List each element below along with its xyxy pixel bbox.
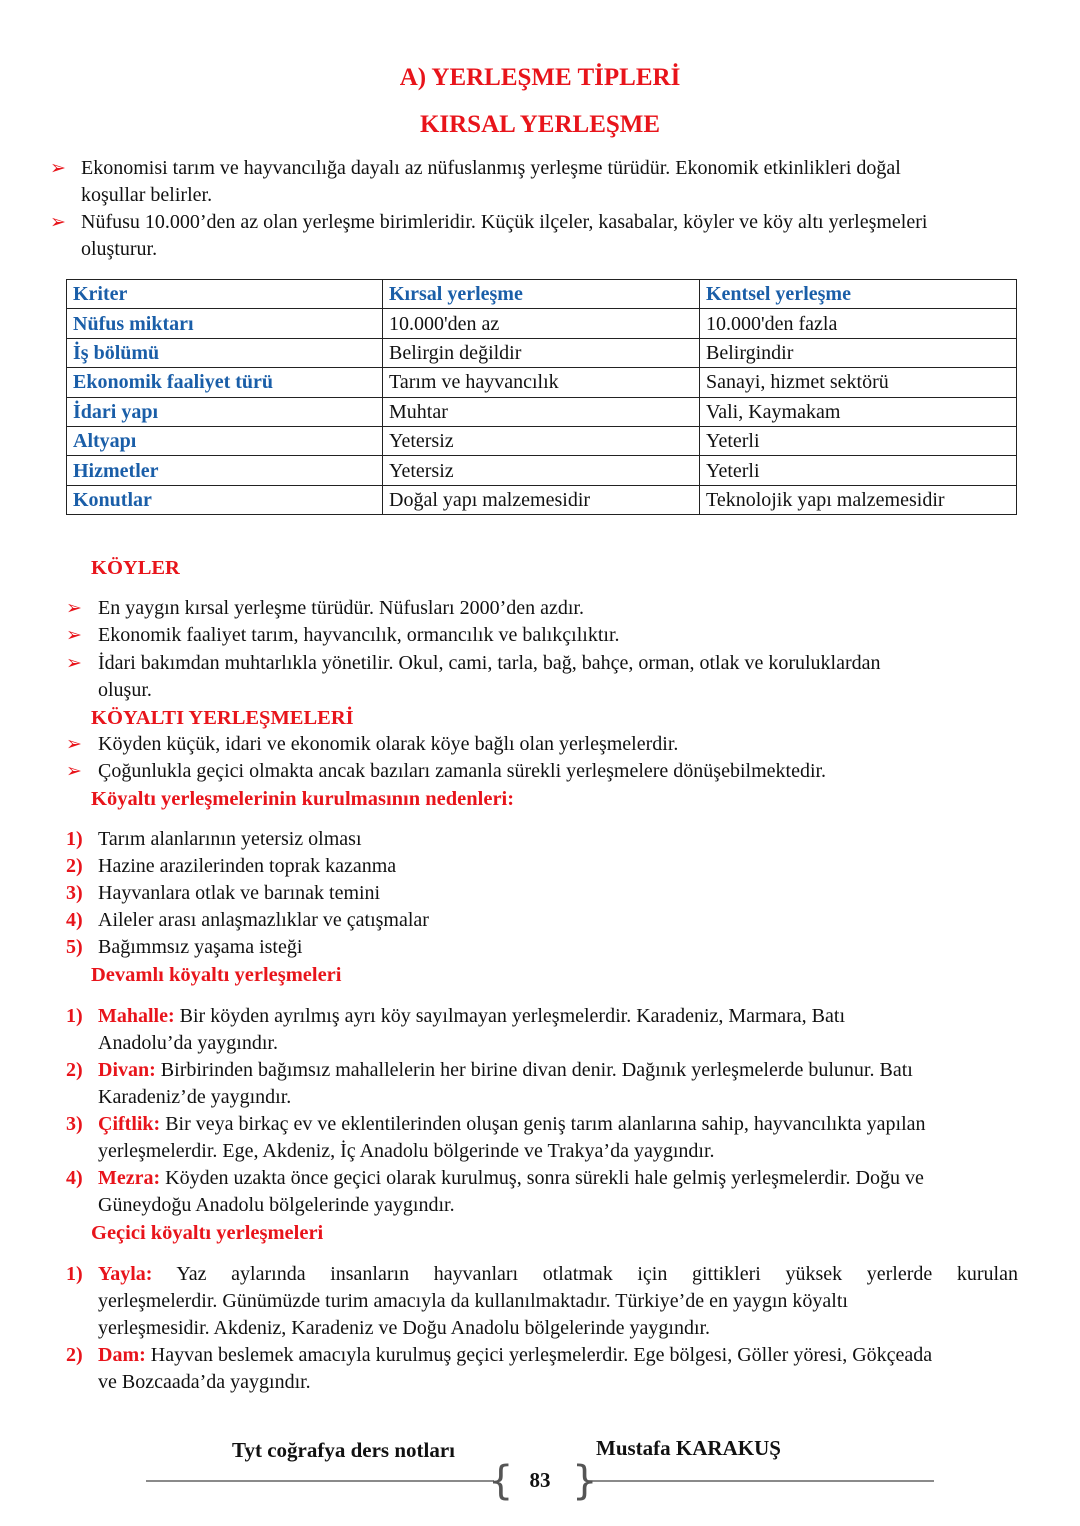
table-cell: 10.000'den az [383, 309, 700, 338]
list-item [98, 1003, 845, 1030]
koyalti-heading: KÖYALTI YERLEŞMELERİ [91, 707, 354, 729]
table-row [67, 426, 1017, 455]
list-number: 1) [66, 1005, 83, 1027]
list-item: Tarım alanlarının yetersiz olması [98, 828, 362, 850]
term-label: Yayla: [98, 1263, 153, 1285]
koyler-bullet: En yaygın kırsal yerleşme türüdür. Nüfusları 2000’den azdır. [98, 597, 584, 619]
list-item: Hayvanlara otlak ve barınak temini [98, 882, 381, 904]
table-row-criterion: İş bölümü [67, 338, 383, 367]
list-item: Bağımmsız yaşama isteği [98, 936, 303, 958]
table-cell: Yeterli [700, 456, 1017, 485]
list-number: 5) [66, 936, 83, 958]
intro-bullet-1-line-1: Ekonomisi tarım ve hayvancılığa dayalı az nüfuslanmış yerleşme türüdür. Ekonomik etkinlikleri doğal [81, 157, 901, 179]
table-row [67, 456, 1017, 485]
gecici-heading: Geçici köyaltı yerleşmeleri [91, 1222, 324, 1244]
list-number: 2) [66, 855, 83, 877]
term-label: Mahalle: [98, 1005, 175, 1027]
table-header-cell: Kırsal yerleşme [383, 280, 700, 309]
term-label: Dam: [98, 1344, 146, 1366]
koyalti-bullet: Köyden küçük, idari ve ekonomik olarak köye bağlı olan yerleşmelerdir. [98, 733, 679, 755]
list-item [98, 1057, 913, 1084]
term-text: Bir veya birkaç ev ve eklentilerinden oluşan geniş tarım alanlarına sahip, hayvancılıkta yapılan [160, 1113, 926, 1135]
list-item [98, 1342, 932, 1369]
bullet-arrow-icon: ➢ [50, 212, 66, 233]
right-brace-icon: } [572, 1458, 598, 1504]
table-row [67, 309, 1017, 338]
list-number: 4) [66, 909, 83, 931]
list-item [98, 1111, 926, 1138]
table-cell: Belirgindir [700, 338, 1017, 367]
table-cell: Vali, Kaymakam [700, 397, 1017, 426]
intro-bullet-2-line-1: Nüfusu 10.000’den az olan yerleşme birimleridir. Küçük ilçeler, kasabalar, köyler ve köy altı yerleşmeleri [81, 211, 928, 233]
term-text: Bir köyden ayrılmış ayrı köy sayılmayan yerleşmelerdir. Karadeniz, Marmara, Batı [174, 1005, 845, 1027]
table-cell: Tarım ve hayvancılık [383, 368, 700, 397]
list-number: 3) [66, 1113, 83, 1135]
list-number: 2) [66, 1059, 83, 1081]
table-header-cell: Kentsel yerleşme [700, 280, 1017, 309]
table-row-criterion: Konutlar [67, 485, 383, 514]
table-cell: Yetersiz [383, 456, 700, 485]
term-label: Divan: [98, 1059, 156, 1081]
intro-bullet-1-line-2: koşullar belirler. [81, 184, 213, 206]
comparison-table [66, 279, 1017, 515]
list-number: 1) [66, 1263, 83, 1285]
term-label: Çiftlik: [98, 1113, 161, 1135]
footer-course-title: Tyt coğrafya ders notları [232, 1438, 455, 1462]
koyler-bullet: Ekonomik faaliyet tarım, hayvancılık, ormancılık ve balıkçılıktır. [98, 624, 620, 646]
table-row-criterion: Hizmetler [67, 456, 383, 485]
list-item-continuation: yerleşmelerdir. Günümüzde turim amacıyla da kullanılmaktadır. Türkiye’de en yaygın köyaltı [98, 1290, 848, 1312]
list-number: 4) [66, 1167, 83, 1189]
koyler-bullet-continuation: oluşur. [98, 679, 152, 701]
table-row-criterion: İdari yapı [67, 397, 383, 426]
table-cell: Teknolojik yapı malzemesidir [700, 485, 1017, 514]
table-cell: Belirgin değildir [383, 338, 700, 367]
list-item [98, 1261, 1018, 1288]
list-number: 3) [66, 882, 83, 904]
bullet-arrow-icon: ➢ [66, 625, 82, 646]
left-brace-icon: { [488, 1458, 514, 1504]
table-row [67, 368, 1017, 397]
table-row-criterion: Ekonomik faaliyet türü [67, 368, 383, 397]
footer-author: Mustafa KARAKUŞ [596, 1436, 781, 1460]
term-label: Mezra: [98, 1167, 161, 1189]
bullet-arrow-icon: ➢ [66, 653, 82, 674]
table-row-criterion: Altyapı [67, 426, 383, 455]
list-item-continuation: yerleşmesidir. Akdeniz, Karadeniz ve Doğu Anadolu bölgelerinde yaygındır. [98, 1317, 711, 1339]
term-text: Hayvan beslemek amacıyla kurulmuş geçici yerleşmelerdir. Ege bölgesi, Göller yöresi, Gökçeada [145, 1344, 933, 1366]
bullet-arrow-icon: ➢ [66, 761, 82, 782]
table-row [67, 397, 1017, 426]
koyler-bullet: İdari bakımdan muhtarlıkla yönetilir. Okul, cami, tarla, bağ, bahçe, orman, otlak ve koruluklardan [98, 652, 881, 674]
bullet-arrow-icon: ➢ [66, 734, 82, 755]
devamli-heading: Devamlı köyaltı yerleşmeleri [91, 964, 342, 986]
table-cell: Yetersiz [383, 426, 700, 455]
list-item-continuation: Güneydoğu Anadolu bölgelerinde yaygındır. [98, 1194, 455, 1216]
term-text: Yaz aylarında insanların hayvanları otlatmak için gittikleri yüksek yerlerde kurulan [152, 1263, 1018, 1285]
list-number: 1) [66, 828, 83, 850]
list-item-continuation: yerleşmelerdir. Ege, Akdeniz, İç Anadolu bölgerinde ve Trakya’da yaygındır. [98, 1140, 715, 1162]
table-cell: Sanayi, hizmet sektörü [700, 368, 1017, 397]
list-item [98, 1165, 924, 1192]
koyler-heading: KÖYLER [91, 557, 180, 579]
list-item-continuation: Anadolu’da yaygındır. [98, 1032, 278, 1054]
table-header-cell: Kriter [67, 280, 383, 309]
nedenler-heading: Köyaltı yerleşmelerinin kurulmasının nedenleri: [91, 788, 515, 810]
list-item-continuation: Karadeniz’de yaygındır. [98, 1086, 292, 1108]
table-cell: Doğal yapı malzemesidir [383, 485, 700, 514]
list-number: 2) [66, 1344, 83, 1366]
term-text: Köyden uzakta önce geçici olarak kurulmuş, sonra sürekli hale gelmiş yerleşmelerdir. Doğu ve [160, 1167, 924, 1189]
table-row [67, 338, 1017, 367]
table-header-row [67, 280, 1017, 309]
bullet-arrow-icon: ➢ [50, 158, 66, 179]
bullet-arrow-icon: ➢ [66, 598, 82, 619]
page-title: A) YERLEŞME TİPLERİ [399, 64, 681, 91]
table-cell: Yeterli [700, 426, 1017, 455]
table-row [67, 485, 1017, 514]
list-item-continuation: ve Bozcaada’da yaygındır. [98, 1371, 311, 1393]
page-number: 83 [529, 1468, 551, 1492]
table-cell: 10.000'den fazla [700, 309, 1017, 338]
section-title: KIRSAL YERLEŞME [419, 111, 661, 138]
list-item: Hazine arazilerinden toprak kazanma [98, 855, 397, 877]
koyalti-bullet: Çoğunlukla geçici olmakta ancak bazıları zamanla sürekli yerleşmelere dönüşebilmektedir. [98, 760, 827, 782]
list-item: Aileler arası anlaşmazlıklar ve çatışmalar [98, 909, 429, 931]
term-text: Birbirinden bağımsız mahallelerin her birine divan denir. Dağınık yerleşmelerde bulunur. Batı [155, 1059, 913, 1081]
table-row-criterion: Nüfus miktarı [67, 309, 383, 338]
table-cell: Muhtar [383, 397, 700, 426]
intro-bullet-2-line-2: oluşturur. [81, 238, 158, 260]
